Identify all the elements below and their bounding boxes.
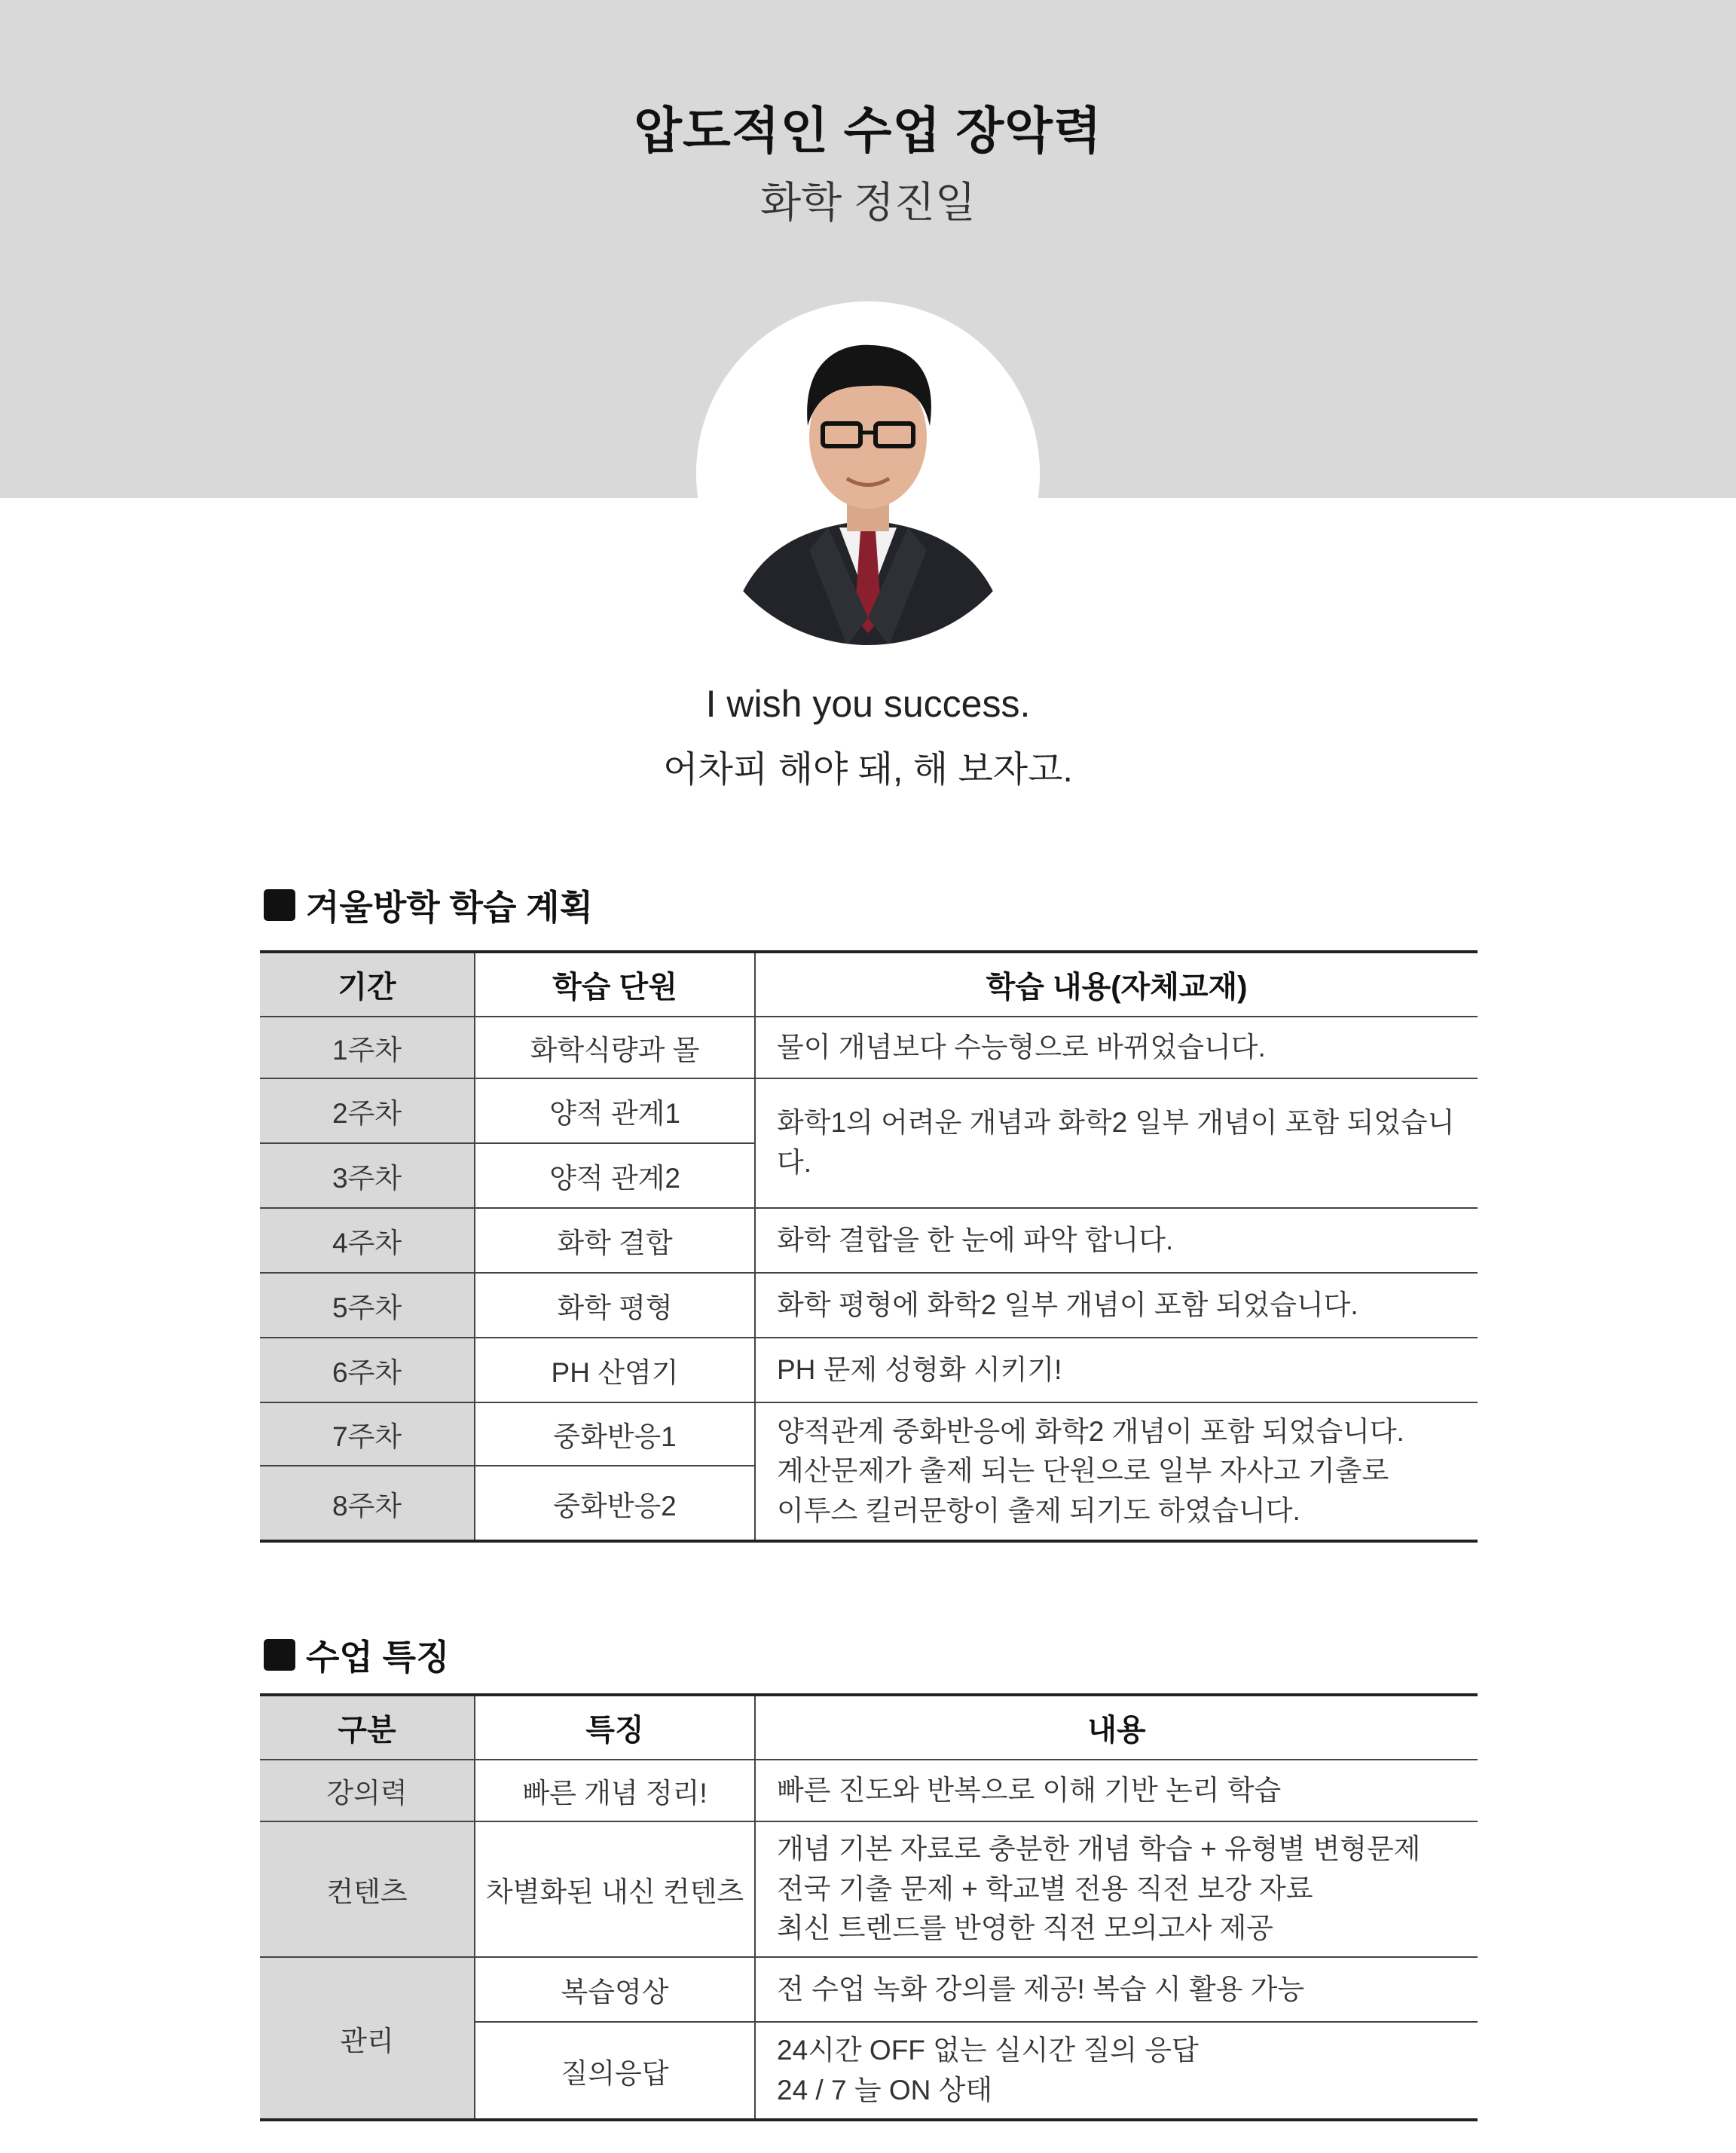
period-cell: 2주차 — [260, 1078, 475, 1143]
category-cell: 컨텐츠 — [260, 1821, 475, 1957]
feature-cell: 차별화된 내신 컨텐츠 — [475, 1821, 755, 1957]
content-line: 전 수업 녹화 강의를 제공! 복습 시 활용 가능 — [777, 1973, 1305, 2005]
column-header: 특징 — [475, 1695, 755, 1760]
content-cell: 물이 개념보다 수능형으로 바뀌었습니다. — [755, 1017, 1478, 1078]
table-row — [260, 1338, 1478, 1402]
table-row — [260, 1273, 1478, 1338]
column-header: 내용 — [755, 1695, 1478, 1760]
period-cell: 6주차 — [260, 1338, 475, 1402]
quote-english: I wish you success. — [705, 683, 1031, 725]
category-cell: 강의력 — [260, 1760, 475, 1821]
period-cell: 8주차 — [260, 1466, 475, 1541]
plan-heading-text: 겨울방학 학습 계획 — [306, 888, 594, 927]
unit-cell: PH 산염기 — [475, 1338, 755, 1402]
unit-cell: 중화반응1 — [475, 1402, 755, 1466]
content-cell: 화학 평형에 화학2 일부 개념이 포함 되었습니다. — [755, 1273, 1478, 1338]
column-header: 학습 단원 — [475, 952, 755, 1017]
feature-cell: 빠른 개념 정리! — [475, 1760, 755, 1821]
period-cell: 5주차 — [260, 1273, 475, 1338]
unit-cell: 양적 관계1 — [475, 1078, 755, 1143]
table-row — [260, 1208, 1478, 1273]
content-line: 전국 기출 문제 + 학교별 전용 직전 보강 자료 — [777, 1873, 1313, 1904]
content-line: 이투스 킬러문항이 출제 되기도 하였습니다. — [777, 1494, 1300, 1526]
content-cell — [755, 1821, 1478, 1957]
content-cell — [755, 1402, 1478, 1541]
content-cell: 화학 결합을 한 눈에 파악 합니다. — [755, 1208, 1478, 1273]
features-heading-text: 수업 특징 — [306, 1638, 450, 1677]
content-line: 24 / 7 늘 ON 상태 — [777, 2074, 993, 2106]
table-header-row — [260, 1695, 1478, 1760]
content-line: 24시간 OFF 없는 실시간 질의 응답 — [777, 2034, 1199, 2066]
teacher-photo — [696, 301, 1040, 645]
features-table — [260, 1693, 1478, 2121]
portrait-image — [696, 301, 1040, 645]
content-line: 개념 기본 자료로 충분한 개념 학습 + 유형별 변형문제 — [777, 1833, 1421, 1865]
column-header: 기간 — [260, 952, 475, 1017]
table-row — [260, 1402, 1478, 1466]
column-header: 구분 — [260, 1695, 475, 1760]
content-cell — [755, 1957, 1478, 2022]
category-cell: 관리 — [260, 1957, 475, 2120]
period-cell: 1주차 — [260, 1017, 475, 1078]
content-line: 최신 트렌드를 반영한 직전 모의고사 제공 — [777, 1913, 1274, 1944]
table-row — [260, 1078, 1478, 1143]
content-cell — [755, 1760, 1478, 1821]
table-row — [260, 1957, 1478, 2022]
unit-cell: 화학 평형 — [475, 1273, 755, 1338]
content-cell: 화학1의 어려운 개념과 화학2 일부 개념이 포함 되었습니다. — [755, 1078, 1478, 1208]
square-bullet-icon — [264, 889, 295, 921]
unit-cell: 화학식량과 몰 — [475, 1017, 755, 1078]
table-header-row — [260, 952, 1478, 1017]
feature-cell: 질의응답 — [475, 2022, 755, 2120]
content-cell: PH 문제 성형화 시키기! — [755, 1338, 1478, 1402]
quote-korean: 어차피 해야 돼, 해 보자고. — [663, 750, 1073, 790]
column-header: 학습 내용(자체교재) — [755, 952, 1478, 1017]
plan-table — [260, 950, 1478, 1543]
page-title: 압도적인 수업 장악력 — [634, 102, 1102, 158]
table-row — [260, 1017, 1478, 1078]
table-row — [260, 1760, 1478, 1821]
plan-heading — [264, 880, 593, 930]
period-cell: 4주차 — [260, 1208, 475, 1273]
period-cell: 3주차 — [260, 1143, 475, 1208]
content-line: 계산문제가 출제 되는 단원으로 일부 자사고 기출로 — [777, 1455, 1389, 1487]
table-row — [260, 1821, 1478, 1957]
features-heading — [264, 1630, 450, 1680]
unit-cell: 양적 관계2 — [475, 1143, 755, 1208]
teacher-name: 화학 정진일 — [760, 179, 976, 226]
square-bullet-icon — [264, 1639, 295, 1671]
content-line: 양적관계 중화반응에 화학2 개념이 포함 되었습니다. — [777, 1415, 1404, 1447]
unit-cell: 중화반응2 — [475, 1466, 755, 1541]
content-cell — [755, 2022, 1478, 2120]
content-line: 빠른 진도와 반복으로 이해 기반 논리 학습 — [777, 1774, 1282, 1806]
period-cell: 7주차 — [260, 1402, 475, 1466]
feature-cell: 복습영상 — [475, 1957, 755, 2022]
unit-cell: 화학 결합 — [475, 1208, 755, 1273]
